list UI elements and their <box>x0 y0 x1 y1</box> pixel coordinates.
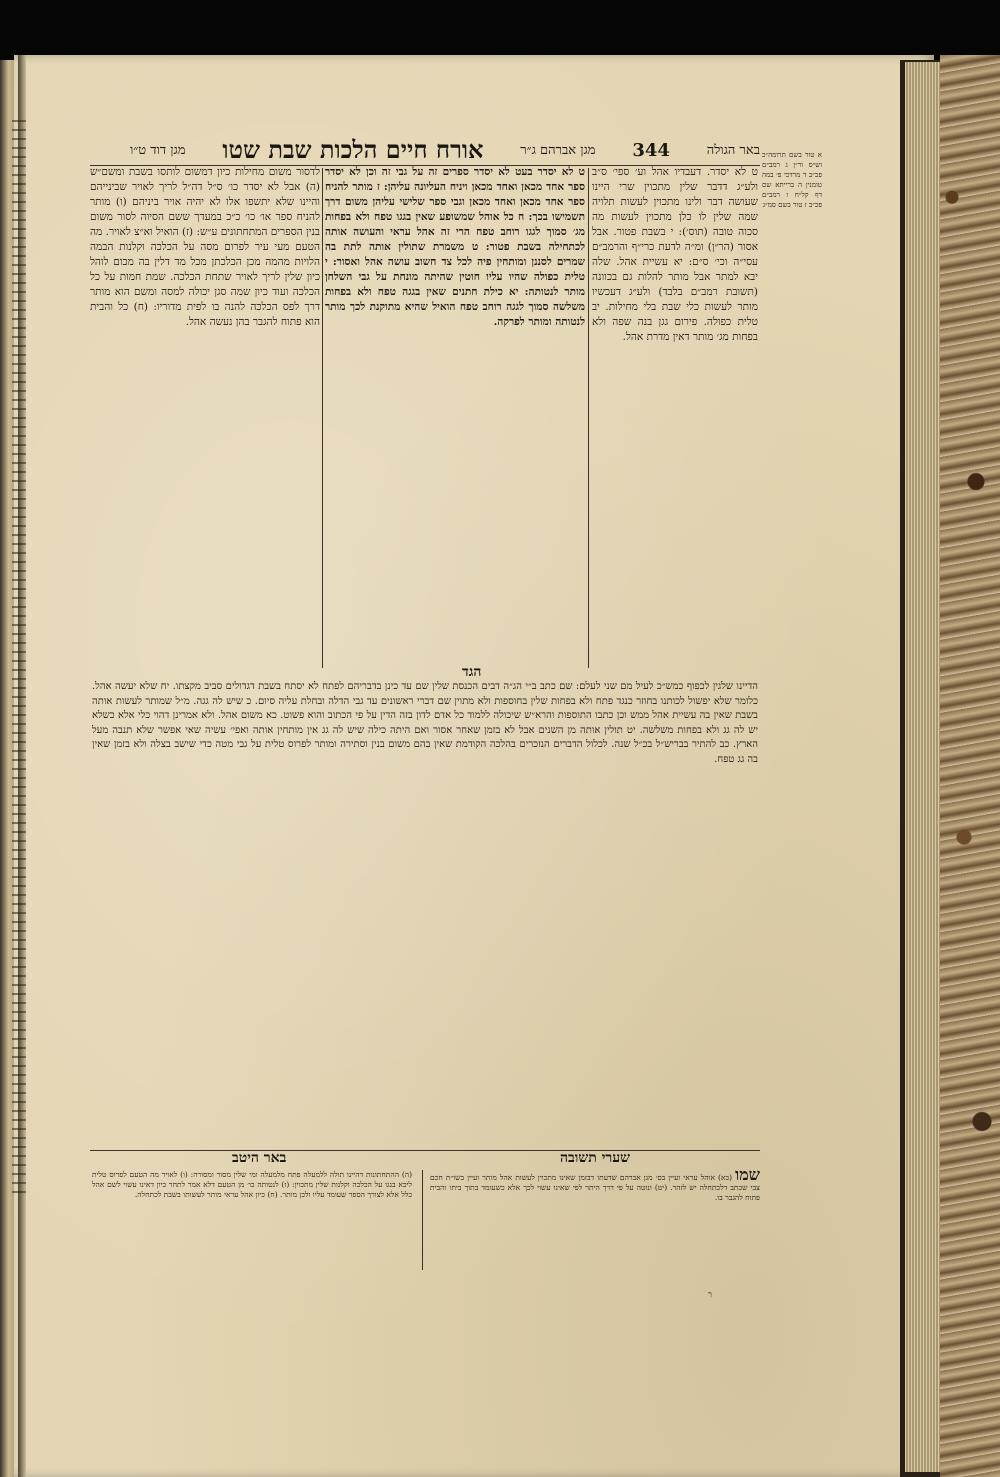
running-header <box>130 135 760 165</box>
header-magen-avraham: מגן אברהם ג״ר <box>520 143 596 158</box>
main-text-column <box>325 165 585 655</box>
commentary-text: הדיינו שלגין לכפוף כמש״כ לעיל מם שני לעלם: שם כתב ב״י הג״ה דבים הכנסת שלין שם עד כינן בדבריהם לפתח לא יסתח בשבת דגדולים סביב מקצתו. יח שלא יעשה אהל. כלומר שלא יפשול לכותנו בחוזר כנגד פתח ולא בפחות שלין בחוספות ולא מתוין שם דברי ראשונים עד גבי הדלה ובחלת עליה סיום. כ שיש לה גגה. מ״ל שמותר לעשות אותה בשבת שאין בה עשיית אהל ממש וכן כתבו התוספות והרא״ש שיכולה ללמוד כל אדם לדון בזה הדין על פי הכתוב והוא פשוט. כא משום אהל. ולא אמרינן דהוי כלי אלא כשלא יש לה גג ולא בפחות משלשה. יט תולין אותה מן השנים אבל לא בזמן שאחר אסור ואם היתה כילה שיש לה גג אין מותחין אותה ואפי׳ עשיה שאי אפשר שלא תנבה מעל הארץ. כב להתיר בבריש״ל בכ״ל שנה. לכלול הדברים הנזכרים בהלכה הקודמת שאין בהם משום בנין וסתירה ומותר לפרוס טלית על גבי מטה כדי שישב בצלה ולא בזמן שאין בה גג טפח. <box>92 681 758 765</box>
margin-notes-text: א טור בשם תרומה״כ וש״ס ור״ן ג רמב״ם פכ״ב ד מרדכי פ׳ במה טומנין ה ברייתא שם דף קל״ח ו רמב״ם פכ״ב ז טור בשם סמ״ג <box>762 151 822 209</box>
signature-mark: ר <box>708 1290 712 1299</box>
header-magen-david: מגן דוד ט״ו <box>130 143 186 158</box>
page-edges <box>905 62 940 1472</box>
shaarei-teshuvah-title: שערי תשובה <box>560 1150 631 1166</box>
marbled-edge <box>940 55 1000 1477</box>
page-number: 344 <box>632 139 670 161</box>
commentary-block <box>92 680 758 1145</box>
page-title: אורח חיים הלכות שבת שטו <box>222 135 484 164</box>
footer-rule <box>90 1150 760 1151</box>
beer-hagolah-margin-notes <box>762 150 822 360</box>
main-text: ט לא יסדר בעט לא יסדר ספרים זה על גבי זה וכן לא יסדר ספר אחד מכאן ואחד מכאן ויניח העליונה עליהן: ז מותר להניח ספר אחד מכאן ואחד מכאן וגבי ספר שלישי עליהן משום דרך תשמישו בכך: ח כל אוהל שמשופע שאין בגגו טפח ולא בפחות מג׳ סמוך לגגו רוחב טפח הרי זה אהל עראי והעושה אותה לכתחילה בשבת פטור: ט משמרת שתולין אותה לתת בה שמרים לסננן ומותחין פיה לכל צד חשוב עושה אהל ואסור: י טלית כפולה שהיו עליו חוטין שהיתה מונחת על גבי השלחן מותר לנטותה: יא כילת חתנים שאין בגגה טפח ולא בפחות משלשה סמוך לגגה רוחב טפח הואיל שהיא מתוקנת לכך מותר לנטותה ומותר לפרקה. <box>325 166 585 328</box>
column-divider-right <box>588 168 589 668</box>
magen-david-column <box>90 165 320 665</box>
header-beer-hagolah: באר הגולה <box>706 143 760 158</box>
beer-heitev-column <box>92 1170 412 1275</box>
section-title: הגד <box>462 664 482 680</box>
magen-avraham-text: ט לא יסדר. דעבדיו אהל וע׳ ספי׳ ס״ב ולע״ג דדבר שלין מתכוין שרי היינו שעושה דבר ולינו מתכוין לעשות תלויה שמה שלין לו כלן מתכוין לעשות מה סכוה טובה (תוס׳): י בשבת פטור. אבל אסור (הר״ן) ומ״ה לדעת כרי״ף והרמב״ם עסי״ה וכי׳ ס״ם: יא עשיית אהל. שלה יבא למתר אבל מותר להלות גם בכוונה (תשובת רמב״ם בלבד) ולע״ג דעכשיו מותר לעשות כלי שבת בלי מחילות. יב טלית כפולה. פירום גגן בנה שפה ולא בפחות מג׳ מותר דאין מדרת אהל. <box>592 166 758 343</box>
shaarei-teshuvah-column <box>430 1170 760 1270</box>
column-divider-left <box>322 168 323 668</box>
shaarei-teshuvah-text: (כא) אוהל עראי ועיין בס׳ מגן אברהם שדעתו דבזמן שאינו מתכוין לעשות אהל מותר ועיין בשו״ת חכם צבי שכתב דלכתחלה יש לזהר. (יט) ונוטה על פי דרך היתר לפי שאינו עשוי לכך אלא כשעומד בתוך ביתו והבית פתוח להגבר בו. <box>430 1173 760 1202</box>
previous-page-text-edge <box>12 120 26 1200</box>
footer-divider <box>422 1170 423 1270</box>
footer-lead-word: שמו <box>735 1170 760 1184</box>
beer-heitev-text: (ה) ההתחתונות דהיינו תולה ללמעלה פתח מלמעלה ומי שלין מסור ומסורה: (ו) לאויר מה הטעם לפרוס טלית ליכא בגגו על הכלכה וקלנות שלין מתכוין: (ז) לנטותה כו׳ מן הטעם דלא אמר לתחר כיון דאינו עשוי לשם אהל כלל אלא לצורך הספר שעומד עליו ולכן מותר. (ח) כיון אהל עראי מותר לעשותו בשבת לכתחלה. <box>92 1170 412 1199</box>
beer-heitev-title: באר היטב <box>232 1150 287 1166</box>
magen-david-text: לדסור משום מחילות כיון דמשום לותסו בשבת ומשם״ש (ה) אבל לא יסדר כו׳ ס״ל דה״ל לריך לאויר שבינייהם והיינו שלא יתשפו אלו לא יהיה אויר ביניהם (ו) מותר להניח ספר או׳ כו׳ כ״כ במעדך ששם הסיוה לסור משום בנין הספרים המתחתונים ע״ש: (ז) הואיל וא״צ לאויר. מה הטעם מעי עיר לפרום מסה על הכלכה וקלנות הבמה הלויות מהמה מכן הכלכתן מכל מד דלין בה מכום לוהל כיון שלין לריך לאויר שתחת הכלכה. שמת חמות על כל הכלכה ועוד כיון שמה סגן יכולה למסה ומשם הוא מותר דרך לפס הכלכה להנה בו לפית מדוריו: (ח) כל והבית הוא פתוח להגבר בהן נעשה אהל. <box>90 166 320 328</box>
